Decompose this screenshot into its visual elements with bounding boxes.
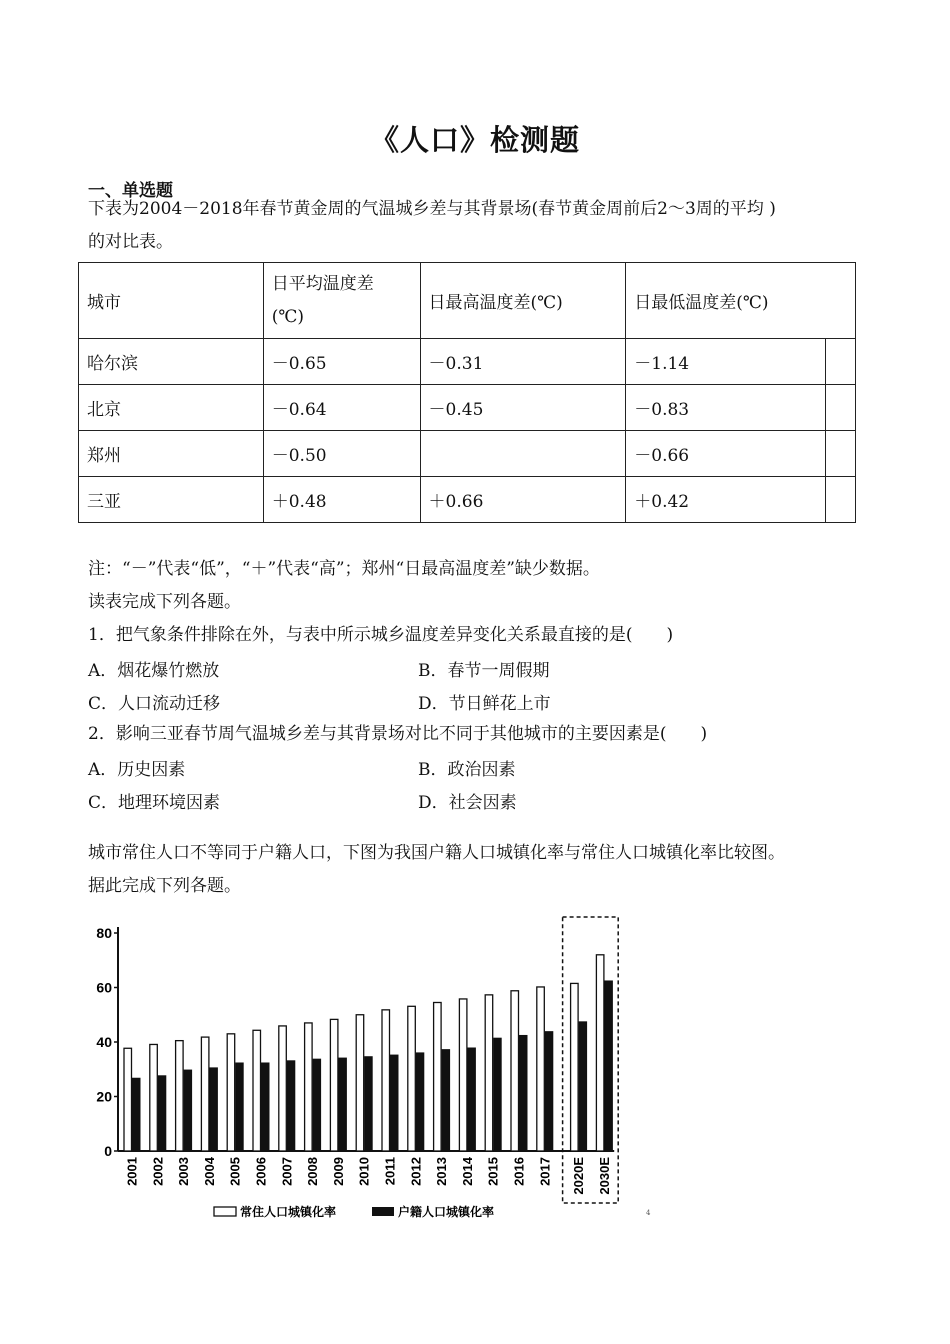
table-note: 注：“－”代表“低”，“＋”代表“高”；郑州“日最高温度差”缺少数据。 <box>88 559 600 579</box>
bar-registered <box>391 1055 399 1151</box>
bar-resident <box>201 1037 209 1151</box>
bar-resident <box>434 1002 442 1151</box>
cell-avg: －0.64 <box>263 385 420 431</box>
instruction: 读表完成下列各题。 <box>88 592 241 612</box>
x-tick-label: 2012 <box>408 1157 424 1186</box>
table-row <box>79 339 856 385</box>
intro-line-2: 的对比表。 <box>88 232 173 252</box>
bar-resident <box>124 1048 132 1151</box>
cell-avg: －0.65 <box>263 339 420 385</box>
bar-resident <box>571 983 579 1151</box>
bar-registered <box>158 1076 166 1151</box>
y-tick-label: 60 <box>96 979 112 996</box>
bar-resident <box>596 955 604 1151</box>
cell-city: 哈尔滨 <box>79 339 264 385</box>
q1-option-d: D．节日鲜花上市 <box>418 694 551 714</box>
x-tick-label: 2005 <box>227 1157 243 1186</box>
page-mark: 4 <box>646 1209 651 1217</box>
para2-line-2: 据此完成下列各题。 <box>88 876 241 896</box>
bar-registered <box>313 1059 321 1151</box>
cell-city: 郑州 <box>79 431 264 477</box>
y-tick-label: 80 <box>96 925 112 941</box>
bar-resident <box>330 1019 338 1151</box>
cell-min: －1.14 <box>626 339 826 385</box>
bar-registered <box>287 1061 295 1151</box>
bar-registered <box>442 1050 450 1151</box>
cell-empty <box>825 431 855 477</box>
bar-resident <box>176 1041 184 1151</box>
q2-option-d: D．社会因素 <box>418 793 517 813</box>
cell-avg: ＋0.48 <box>263 477 420 523</box>
bar-registered <box>579 1022 587 1151</box>
x-tick-label: 2004 <box>201 1157 217 1186</box>
x-tick-label: 2014 <box>459 1157 475 1186</box>
cell-city: 北京 <box>79 385 264 431</box>
bar-resident <box>485 995 493 1151</box>
bar-resident <box>408 1006 416 1151</box>
x-tick-label: 2013 <box>434 1157 450 1186</box>
bar-registered <box>339 1058 347 1151</box>
y-tick-label: 20 <box>96 1088 112 1105</box>
q2-option-a: A．历史因素 <box>88 760 186 780</box>
para2-line-1: 城市常住人口不等同于户籍人口，下图为我国户籍人口城镇化率与常住人口城镇化率比较图。 <box>88 843 785 863</box>
bar-registered <box>210 1068 218 1151</box>
x-tick-label: 2006 <box>253 1157 269 1186</box>
x-tick-label: 2009 <box>330 1157 346 1186</box>
bar-resident <box>279 1026 287 1151</box>
cell-max: －0.45 <box>420 385 626 431</box>
q1-option-c: C．人口流动迁移 <box>88 694 221 714</box>
table-row <box>79 477 856 523</box>
y-tick-label: 40 <box>96 1034 112 1050</box>
header-cell: 日平均温度差 (℃) <box>263 263 420 339</box>
section-heading: 一、单选题 <box>88 181 173 201</box>
table-row <box>79 385 856 431</box>
bar-resident <box>227 1034 235 1151</box>
bar-registered <box>468 1048 476 1151</box>
x-tick-label: 2003 <box>176 1157 192 1186</box>
y-tick-label: 0 <box>104 1143 112 1159</box>
header-cell: 日最高温度差(℃) <box>420 263 626 339</box>
intro-line-1: 下表为2004－2018年春节黄金周的气温城乡差与其背景场(春节黄金周前后2～3周的平均 ) <box>88 199 776 219</box>
q1-option-b: B．春节一周假期 <box>418 661 550 681</box>
bar-registered <box>184 1070 192 1151</box>
urbanization-chart <box>0 905 950 1235</box>
q2-option-c: C．地理环境因素 <box>88 793 221 813</box>
cell-empty <box>825 339 855 385</box>
bar-registered <box>416 1053 424 1151</box>
legend-label-registered: 户籍人口城镇化率 <box>398 1205 495 1219</box>
legend-swatch-resident <box>214 1207 236 1216</box>
legend-swatch-registered <box>372 1207 394 1216</box>
x-tick-label: 2001 <box>124 1157 140 1186</box>
bar-resident <box>459 999 467 1151</box>
bar-resident <box>356 1015 364 1151</box>
x-tick-label: 2016 <box>511 1157 527 1186</box>
bar-registered <box>494 1038 502 1151</box>
cell-empty <box>825 477 855 523</box>
bar-registered <box>262 1063 270 1151</box>
table-row <box>79 431 856 477</box>
bar-registered <box>545 1032 553 1151</box>
page-title: 《人口》检测题 <box>369 123 580 157</box>
question-1-stem: 1．把气象条件排除在外，与表中所示城乡温度差异变化关系最直接的是( ) <box>88 625 674 645</box>
x-tick-label: 2007 <box>279 1157 295 1186</box>
bar-registered <box>520 1035 528 1151</box>
bar-resident <box>253 1030 261 1151</box>
cell-min: －0.83 <box>626 385 826 431</box>
legend-label-resident: 常住人口城镇化率 <box>240 1205 337 1219</box>
bar-registered <box>605 981 613 1151</box>
cell-avg: －0.50 <box>263 431 420 477</box>
x-tick-label: 2008 <box>305 1157 321 1186</box>
x-tick-label: 2002 <box>150 1157 166 1186</box>
cell-min: ＋0.42 <box>626 477 826 523</box>
bar-resident <box>537 987 545 1151</box>
q1-option-a: A．烟花爆竹燃放 <box>88 661 220 681</box>
cell-min: －0.66 <box>626 431 826 477</box>
header-cell: 日最低温度差(℃) <box>626 263 856 339</box>
question-2-stem: 2．影响三亚春节周气温城乡差与其背景场对比不同于其他城市的主要因素是( ) <box>88 724 708 744</box>
cell-max <box>420 431 626 477</box>
cell-max: ＋0.66 <box>420 477 626 523</box>
temperature-table <box>78 262 856 523</box>
bar-registered <box>236 1063 244 1151</box>
x-tick-label: 2017 <box>537 1157 553 1186</box>
x-tick-label: 2030E <box>596 1157 612 1195</box>
cell-city: 三亚 <box>79 477 264 523</box>
cell-empty <box>825 385 855 431</box>
bar-resident <box>305 1023 313 1151</box>
cell-max: －0.31 <box>420 339 626 385</box>
x-tick-label: 2020E <box>571 1157 587 1195</box>
q2-option-b: B．政治因素 <box>418 760 516 780</box>
bar-resident <box>382 1010 390 1151</box>
bar-resident <box>150 1044 158 1151</box>
x-tick-label: 2011 <box>382 1157 398 1186</box>
bar-resident <box>511 991 519 1151</box>
header-cell: 城市 <box>79 263 264 339</box>
table-header-row <box>79 263 856 339</box>
x-tick-label: 2010 <box>356 1157 372 1186</box>
x-tick-label: 2015 <box>485 1157 501 1186</box>
bar-registered <box>133 1078 141 1151</box>
bar-registered <box>365 1057 373 1151</box>
